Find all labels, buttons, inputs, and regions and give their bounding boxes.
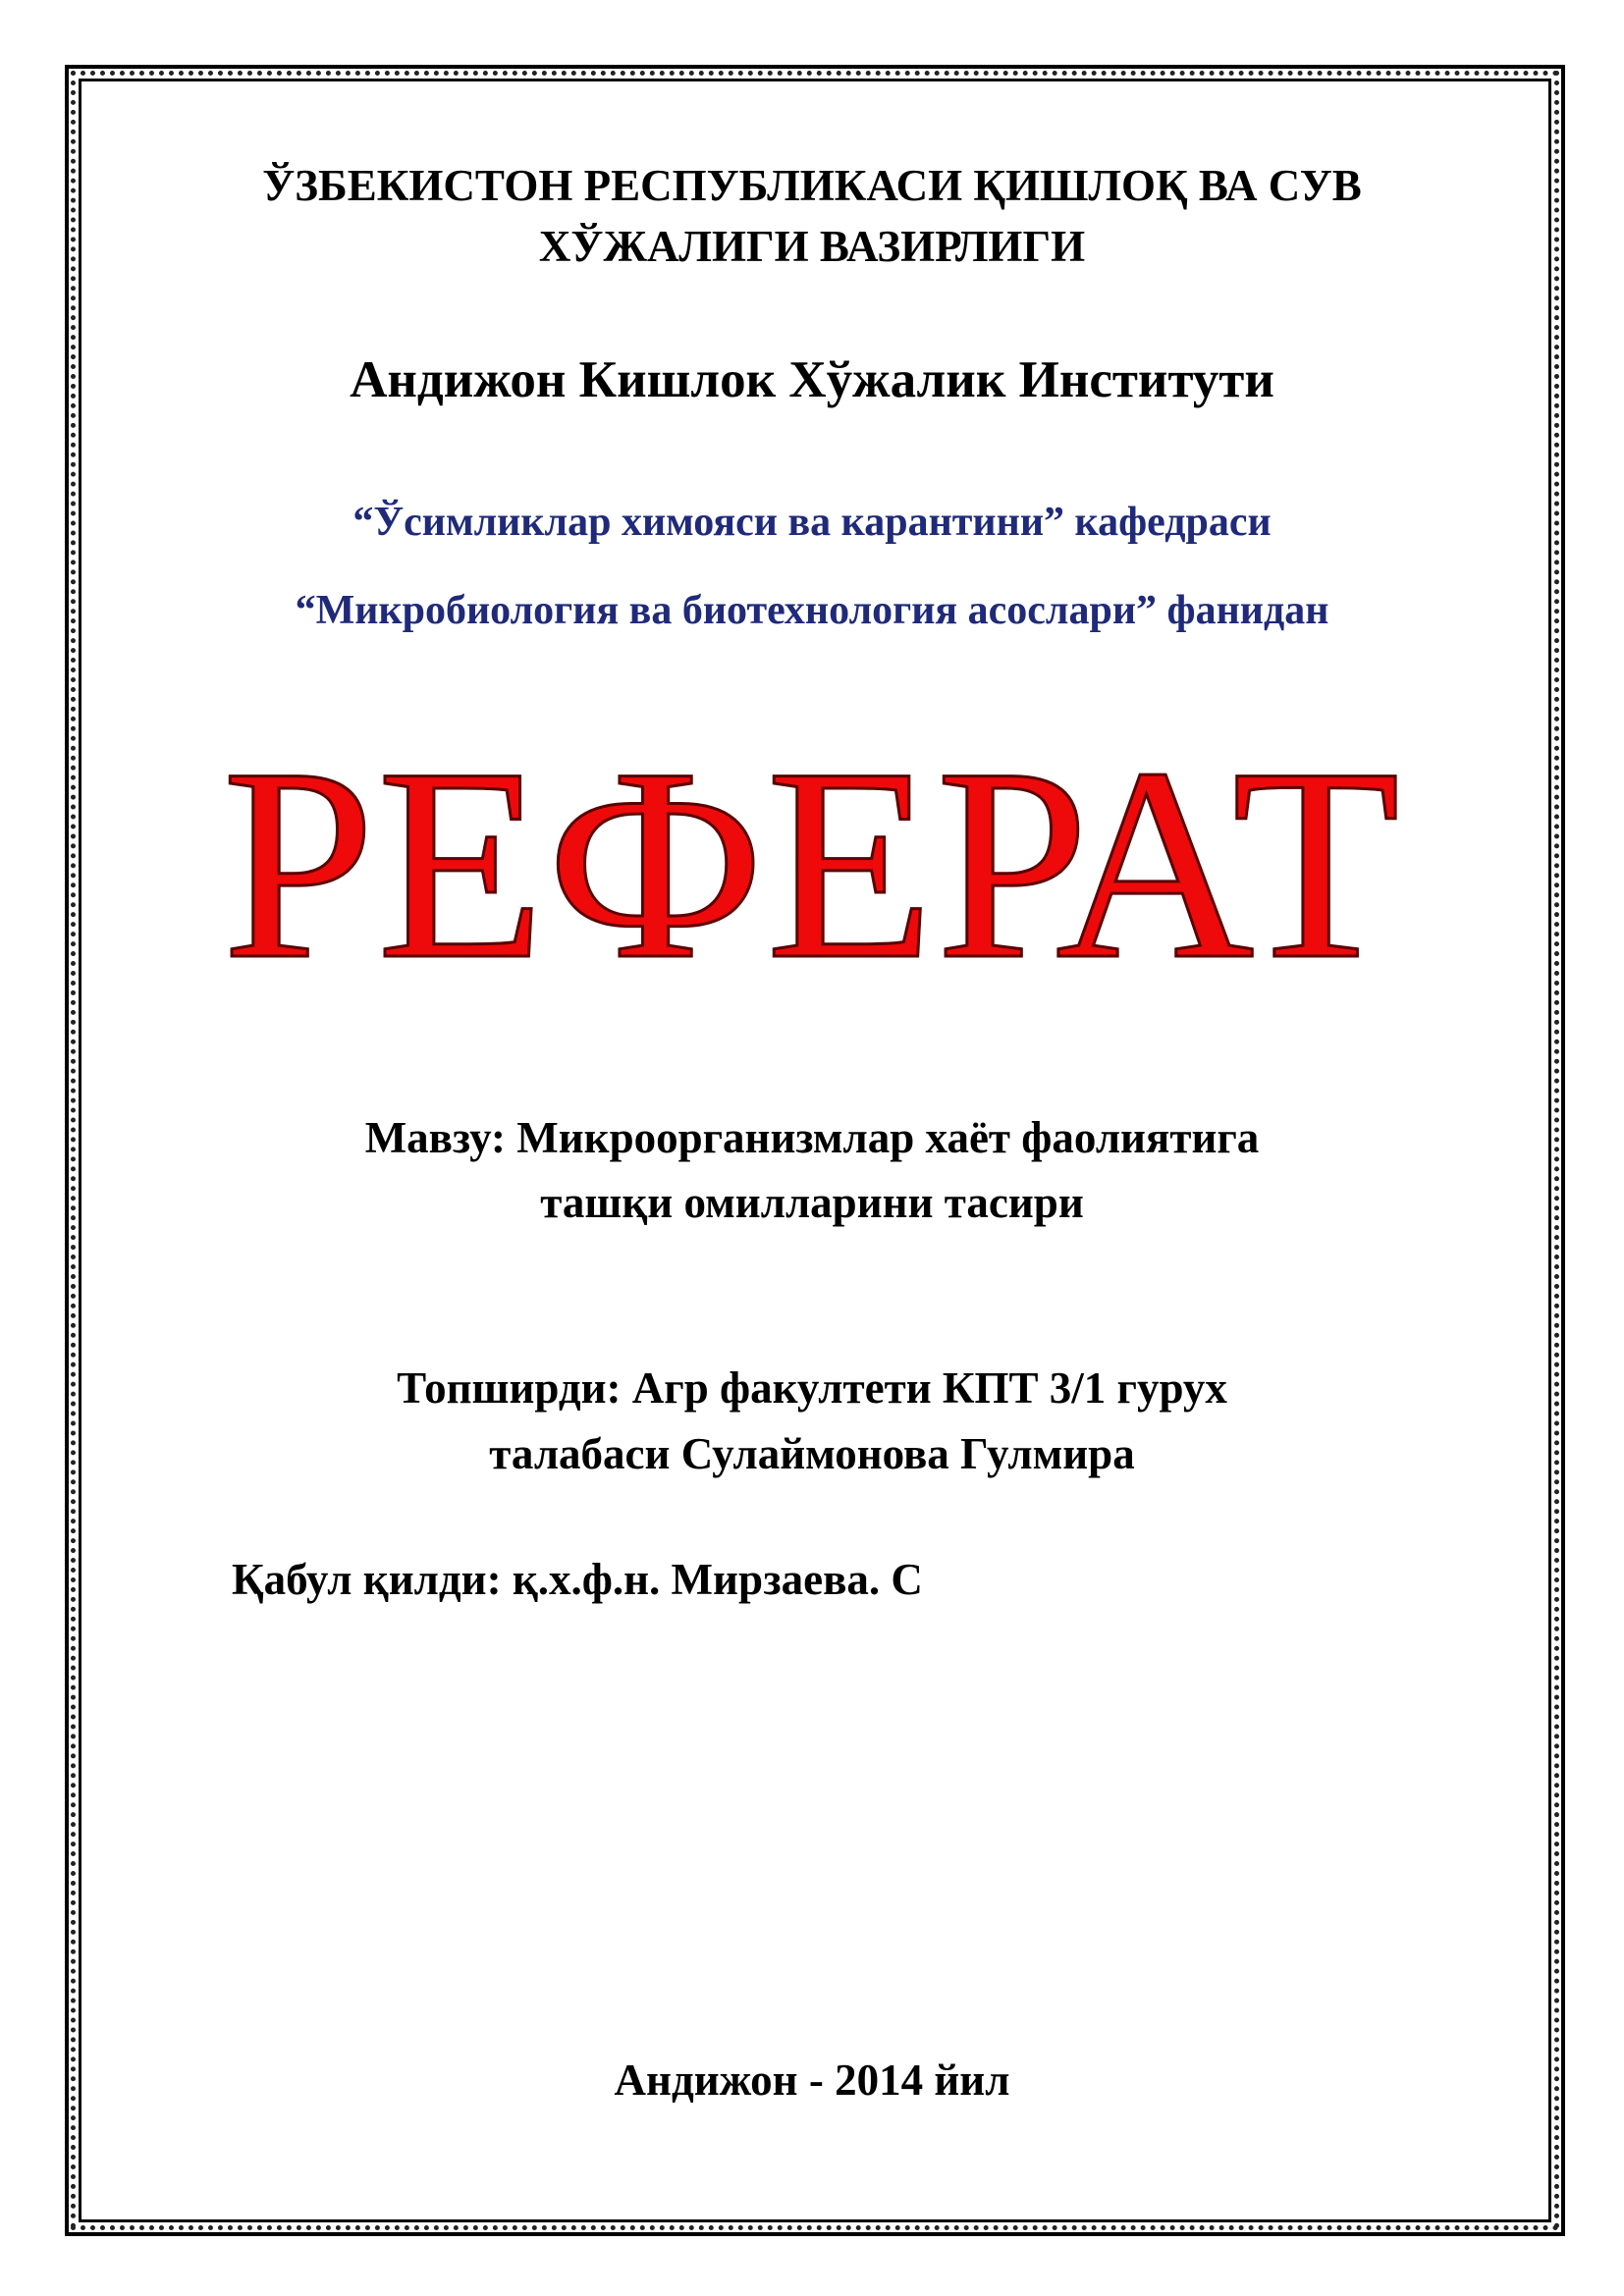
accepted-by: Қабул қилди: қ.х.ф.н. Мирзаева. С [232,1555,923,1604]
institute-name: Андижон Кишлок Хўжалик Институти [350,351,1274,408]
topic-line-2: ташқи омилларини тасири [540,1178,1084,1227]
place-year: Андижон - 2014 йил [614,2056,1010,2105]
subject-name: “Микробиология ва биотехнология асослари” фанидан [295,588,1329,633]
submitted-line-2: талабаси Сулаймонова Гулмира [489,1429,1135,1478]
topic-line-1: Мавзу: Микроорганизмлар хаёт фаолиятига [364,1113,1260,1162]
ministry-line-1: ЎЗБЕКИСТОН РЕСПУБЛИКАСИ ҚИШЛОҚ ВА СУВ [262,161,1362,210]
document-title: РЕФЕРАТ [222,711,1402,1016]
submitted-line-1: Топширди: Агр факултети КПТ 3/1 гурух [397,1363,1227,1413]
ministry-line-2: ХЎЖАЛИГИ ВАЗИРЛИГИ [538,222,1086,271]
department-name: “Ўсимликлар химояси ва карантини” кафедраси [352,500,1272,545]
